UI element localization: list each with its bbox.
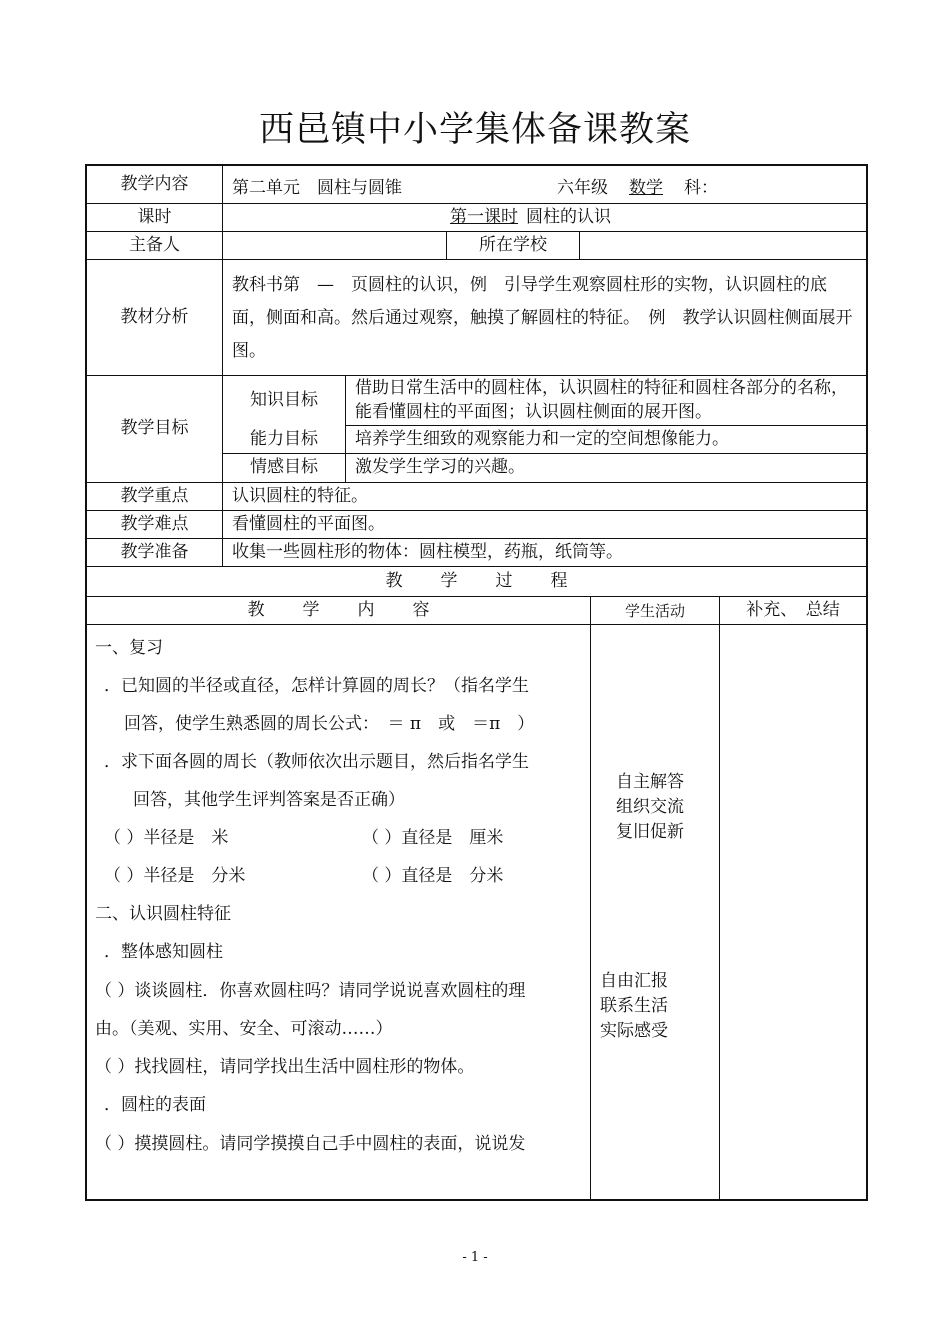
list-item: ．已知圆的半径或直径，怎样计算圆的周长？（指名学生 (104, 676, 529, 696)
page-title: 西邑镇中小学集体备课教案 (258, 110, 691, 150)
preparation-label: 教学准备 (120, 542, 189, 562)
activity-item: 组织交流 (616, 797, 684, 817)
activity-item: 自主解答 (616, 772, 684, 792)
objective-emotion-label: 情感目标 (250, 457, 318, 477)
list-item: （ ）直径是 厘米 (362, 828, 504, 848)
list-item: （ ）谈谈圆柱．你喜欢圆柱吗？请同学说说喜欢圆柱的理 (95, 981, 526, 1001)
lesson-topic: 圆柱的认识 (526, 207, 611, 227)
activity-group-review (616, 770, 684, 845)
content-label: 教学内容 (120, 174, 189, 194)
objective-knowledge-label: 知识目标 (250, 390, 318, 410)
list-item: （ ）直径是 分米 (362, 866, 504, 886)
activity-item: 复旧促新 (616, 822, 684, 842)
lesson-label: 课时 (137, 207, 172, 227)
difficulty-text: 看懂圆柱的平面图。 (232, 514, 385, 534)
preparation-text: 收集一些圆柱形的物体：圆柱模型，药瓶，纸筒等。 (232, 542, 623, 562)
list-item: （ ）摸摸圆柱。请同学摸摸自己手中圆柱的表面，说说发 (95, 1134, 526, 1154)
list-item: （ ）找找圆柱，请同学找出生活中圆柱形的物体。 (95, 1057, 475, 1077)
activity-item: 联系生活 (600, 996, 668, 1016)
process-col-content: 教学内容 (247, 600, 468, 620)
grade-subject (557, 174, 718, 202)
list-item: ．求下面各圆的周长（教师依次出示题目，然后指名学生 (104, 752, 529, 772)
unit-title: 第二单元 圆柱与圆锥 (232, 178, 402, 198)
activity-item: 实际感受 (600, 1021, 668, 1041)
grade-label: 六年级 (557, 178, 608, 198)
subject-suffix: 科： (684, 178, 718, 198)
process-heading: 教学过程 (385, 571, 606, 591)
analysis-text: 教科书第 — 页圆柱的认识，例 引导学生观察圆柱形的实物，认识圆柱的底面，侧面和高。然后通过观察，触摸了解圆柱的特征。 例 教学认识圆柱侧面展开图。 (232, 275, 853, 361)
activity-item: 自由汇报 (600, 971, 668, 991)
process-col-notes: 补充、 总结 (746, 600, 840, 620)
lesson-number: 第一课时 (450, 207, 518, 227)
objective-emotion-text: 激发学生学习的兴趣。 (355, 457, 525, 477)
objectives-label: 教学目标 (120, 418, 189, 438)
key-point-text: 认识圆柱的特征。 (232, 486, 368, 506)
objective-ability-label: 能力目标 (250, 429, 318, 449)
list-item: ．圆柱的表面 (104, 1095, 206, 1115)
list-item: 回答，使学生熟悉圆的周长公式： ＝ π 或 ＝π ） (124, 714, 535, 734)
difficulty-label: 教学难点 (120, 514, 189, 534)
list-item: 回答，其他学生评判答案是否正确） (133, 790, 405, 810)
school-label: 所在学校 (479, 235, 547, 255)
objective-knowledge-text: 借助日常生活中的圆柱体，认识圆柱的特征和圆柱各部分的名称，能看懂圆柱的平面图；认识圆柱侧面的展开图。 (355, 378, 848, 422)
analysis-label: 教材分析 (120, 307, 189, 327)
key-point-label: 教学重点 (120, 486, 189, 506)
objective-ability-text: 培养学生细致的观察能力和一定的空间想像能力。 (355, 429, 729, 449)
list-item: 一、复习 (95, 638, 163, 658)
preparer-label: 主备人 (129, 235, 180, 255)
list-item: ．整体感知圆柱 (104, 942, 223, 962)
lesson-value (450, 203, 611, 231)
process-col-activity: 学生活动 (624, 602, 685, 620)
page-number: - 1 - (462, 1250, 488, 1265)
activity-group-features (600, 969, 668, 1044)
list-item: （ ）半径是 分米 (104, 866, 246, 886)
list-item: （ ）半径是 米 (104, 828, 229, 848)
list-item: 由。（美观、实用、安全、可滚动……） (95, 1019, 393, 1039)
subject-value: 数学 (629, 178, 663, 198)
list-item: 二、认识圆柱特征 (95, 904, 231, 924)
